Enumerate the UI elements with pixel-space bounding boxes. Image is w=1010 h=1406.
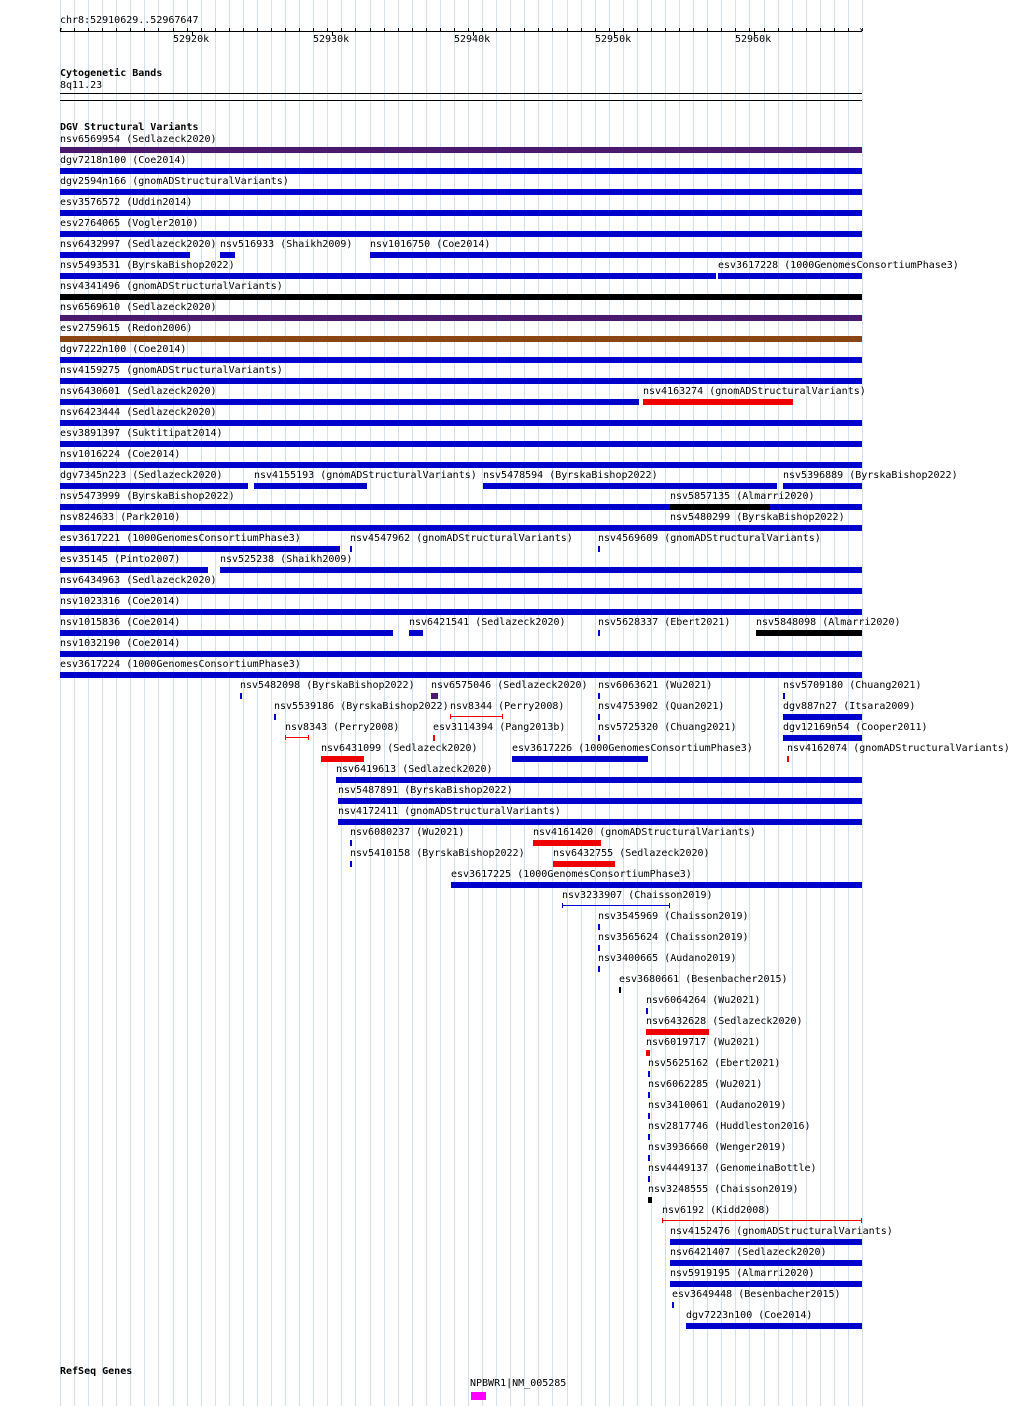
region-label: chr8:52910629..52967647 — [60, 15, 199, 26]
variant-bar[interactable] — [670, 525, 862, 531]
variant-bar[interactable] — [672, 1302, 674, 1308]
ruler-minor-tick — [524, 28, 525, 31]
variant-bar[interactable] — [350, 840, 352, 846]
variant-label[interactable]: esv3680661 (Besenbacher2015) — [619, 974, 788, 985]
ruler-minor-tick — [271, 28, 272, 31]
variant-bar[interactable] — [321, 756, 364, 762]
variant-bar-cap — [450, 714, 451, 719]
variant-label[interactable]: nsv4152476 (gnomADStructuralVariants) — [670, 1226, 893, 1237]
variant-label[interactable]: nsv6019717 (Wu2021) — [646, 1037, 761, 1048]
variant-label[interactable]: esv3649448 (Besenbacher2015) — [672, 1289, 841, 1300]
ruler-minor-tick — [848, 28, 849, 31]
variant-label[interactable]: dgv7218n100 (Coe2014) — [60, 155, 187, 166]
variant-bar[interactable] — [285, 737, 309, 738]
variant-label[interactable]: nsv6419613 (Sedlazeck2020) — [336, 764, 493, 775]
variant-label[interactable]: nsv4547962 (gnomADStructuralVariants) — [350, 533, 573, 544]
variant-bar[interactable] — [338, 798, 862, 804]
variant-bar[interactable] — [646, 1029, 709, 1035]
ruler-minor-tick — [187, 28, 188, 31]
gene-label[interactable]: NPBWR1|NM_005285 — [470, 1378, 567, 1389]
variant-label[interactable]: esv3114394 (Pang2013b) — [433, 722, 566, 733]
variant-bar[interactable] — [598, 714, 600, 720]
variant-bar[interactable] — [60, 210, 862, 216]
ruler-tick-label: 52950k — [595, 34, 632, 45]
ruler-tick-label: 52960k — [735, 34, 772, 45]
variant-label[interactable]: nsv5725320 (Chuang2021) — [598, 722, 737, 733]
variant-bar[interactable] — [783, 735, 862, 741]
ruler-minor-tick — [384, 28, 385, 31]
variant-label[interactable]: nsv6432997 (Sedlazeck2020) — [60, 239, 217, 250]
variant-bar[interactable] — [598, 945, 600, 951]
variant-bar[interactable] — [533, 840, 601, 846]
variant-label[interactable]: nsv516933 (Shaikh2009) — [220, 239, 353, 250]
variant-label[interactable]: esv3617228 (1000GenomesConsortiumPhase3) — [718, 260, 959, 271]
ruler-minor-tick — [173, 28, 174, 31]
ruler-minor-tick — [735, 28, 736, 31]
variant-bar[interactable] — [648, 1092, 650, 1098]
ruler-minor-tick — [637, 28, 638, 31]
variant-label[interactable]: nsv5919195 (Almarri2020) — [670, 1268, 815, 1279]
variant-label[interactable]: nsv5396889 (ByrskaBishop2022) — [783, 470, 958, 481]
ruler-minor-tick — [468, 28, 469, 31]
variant-bar-cap — [308, 735, 309, 740]
ruler-minor-tick — [820, 28, 821, 31]
ruler-minor-tick — [426, 28, 427, 31]
variant-bar[interactable] — [783, 483, 862, 489]
ruler-minor-tick — [623, 28, 624, 31]
variant-bar[interactable] — [648, 1176, 650, 1182]
variant-bar[interactable] — [60, 420, 862, 426]
ruler-minor-tick — [834, 28, 835, 31]
variant-bar[interactable] — [409, 630, 423, 636]
cytoband-label: 8q11.23 — [60, 80, 103, 91]
ruler-minor-tick — [665, 28, 666, 31]
variant-bar[interactable] — [450, 716, 503, 717]
ruler-minor-tick — [116, 28, 117, 31]
variant-label[interactable]: nsv525238 (Shaikh2009) — [220, 554, 353, 565]
variant-bar[interactable] — [338, 819, 862, 825]
variant-bar[interactable] — [670, 1260, 862, 1266]
variant-label[interactable]: nsv1032190 (Coe2014) — [60, 638, 181, 649]
variant-label[interactable]: nsv824633 (Park2010) — [60, 512, 181, 523]
variant-bar[interactable] — [783, 693, 785, 699]
variant-label[interactable]: nsv5473999 (ByrskaBishop2022) — [60, 491, 235, 502]
variant-bar[interactable] — [350, 861, 352, 867]
ruler-minor-tick — [764, 28, 765, 31]
variant-label[interactable]: nsv5628337 (Ebert2021) — [598, 617, 731, 628]
variant-bar[interactable] — [60, 441, 862, 447]
variant-bar-cap — [502, 714, 503, 719]
cytoband-bar-bottom — [60, 100, 862, 101]
variant-label[interactable]: dgv12169n54 (Cooper2011) — [783, 722, 928, 733]
variant-bar[interactable] — [60, 546, 340, 552]
ruler-minor-tick — [158, 28, 159, 31]
ruler-minor-tick — [201, 28, 202, 31]
ruler-minor-tick — [609, 28, 610, 31]
variant-label[interactable]: nsv6421541 (Sedlazeck2020) — [409, 617, 566, 628]
variant-bar[interactable] — [756, 630, 862, 636]
variant-label[interactable]: nsv4753902 (Quan2021) — [598, 701, 725, 712]
variant-label[interactable]: nsv6064264 (Wu2021) — [646, 995, 761, 1006]
ruler-minor-tick — [299, 28, 300, 31]
variant-bar[interactable] — [60, 399, 639, 405]
variant-label[interactable]: nsv4163274 (gnomADStructuralVariants) — [643, 386, 866, 397]
variant-label[interactable]: nsv1016750 (Coe2014) — [370, 239, 491, 250]
ruler-minor-tick — [707, 28, 708, 31]
variant-bar[interactable] — [646, 1050, 650, 1056]
variant-bar-cap — [285, 735, 286, 740]
variant-label[interactable]: nsv6063621 (Wu2021) — [598, 680, 713, 691]
variant-label[interactable]: nsv4341496 (gnomADStructuralVariants) — [60, 281, 283, 292]
variant-bar[interactable] — [648, 1134, 650, 1140]
variant-label[interactable]: nsv6569954 (Sedlazeck2020) — [60, 134, 217, 145]
ruler-minor-tick — [370, 28, 371, 31]
ruler-minor-tick — [510, 28, 511, 31]
variant-bar[interactable] — [240, 693, 242, 699]
variant-bar[interactable] — [60, 189, 862, 195]
variant-label[interactable]: nsv5410158 (ByrskaBishop2022) — [350, 848, 525, 859]
ruler-minor-tick — [721, 28, 722, 31]
variant-bar[interactable] — [483, 483, 777, 489]
variant-bar[interactable] — [718, 273, 862, 279]
variant-bar[interactable] — [686, 1323, 862, 1329]
variant-label[interactable]: nsv6423444 (Sedlazeck2020) — [60, 407, 217, 418]
variant-label[interactable]: nsv4569609 (gnomADStructuralVariants) — [598, 533, 821, 544]
variant-label[interactable]: nsv3248555 (Chaisson2019) — [648, 1184, 799, 1195]
variant-bar[interactable] — [783, 714, 862, 720]
variant-bar[interactable] — [60, 231, 862, 237]
ruler-minor-tick — [341, 28, 342, 31]
variant-bar[interactable] — [787, 756, 789, 762]
variant-label[interactable]: nsv5493531 (ByrskaBishop2022) — [60, 260, 235, 271]
variant-label[interactable]: dgv7223n100 (Coe2014) — [686, 1310, 813, 1321]
variant-bar[interactable] — [254, 483, 367, 489]
variant-bar[interactable] — [670, 1281, 862, 1287]
variant-label[interactable]: esv3576572 (Uddin2014) — [60, 197, 193, 208]
variant-bar[interactable] — [648, 1155, 650, 1161]
ruler-minor-tick — [693, 28, 694, 31]
ruler-minor-tick — [102, 28, 103, 31]
variant-label[interactable]: nsv4162074 (gnomADStructuralVariants) — [787, 743, 1010, 754]
cytoband-bar-top — [60, 93, 862, 94]
variant-label[interactable]: nsv3545969 (Chaisson2019) — [598, 911, 749, 922]
variant-label[interactable]: nsv5482098 (ByrskaBishop2022) — [240, 680, 415, 691]
variant-label[interactable]: nsv4155193 (gnomADStructuralVariants) — [254, 470, 477, 481]
variant-label[interactable]: nsv6432755 (Sedlazeck2020) — [553, 848, 710, 859]
ruler-minor-tick — [581, 28, 582, 31]
variant-label[interactable]: nsv4161420 (gnomADStructuralVariants) — [533, 827, 756, 838]
ruler-minor-tick — [496, 28, 497, 31]
dgv-track-title: DGV Structural Variants — [60, 122, 199, 133]
ruler-minor-tick — [538, 28, 539, 31]
variant-label[interactable]: dgv7222n100 (Coe2014) — [60, 344, 187, 355]
variant-bar[interactable] — [60, 483, 248, 489]
variant-bar[interactable] — [350, 546, 352, 552]
variant-bar[interactable] — [598, 966, 600, 972]
variant-label[interactable]: nsv1015836 (Coe2014) — [60, 617, 181, 628]
variant-label[interactable]: esv3617226 (1000GenomesConsortiumPhase3) — [512, 743, 753, 754]
variant-label[interactable]: esv2759615 (Redon2006) — [60, 323, 193, 334]
variant-label[interactable]: nsv6434963 (Sedlazeck2020) — [60, 575, 217, 586]
variant-label[interactable]: nsv8344 (Perry2008) — [450, 701, 565, 712]
variant-bar[interactable] — [643, 399, 793, 405]
ruler-minor-tick — [130, 28, 131, 31]
ruler-arrow-right: › — [858, 25, 865, 36]
variant-label[interactable]: esv3617225 (1000GenomesConsortiumPhase3) — [451, 869, 692, 880]
variant-bar[interactable] — [60, 294, 862, 300]
variant-bar[interactable] — [60, 609, 862, 615]
variant-bar[interactable] — [60, 357, 862, 363]
variant-bar[interactable] — [598, 546, 600, 552]
variant-label[interactable]: nsv5539186 (ByrskaBishop2022) — [274, 701, 449, 712]
variant-bar[interactable] — [451, 882, 862, 888]
ruler-minor-tick — [552, 28, 553, 31]
variant-bar[interactable] — [60, 315, 862, 321]
variant-label[interactable]: nsv5848098 (Almarri2020) — [756, 617, 901, 628]
ruler-minor-tick — [679, 28, 680, 31]
ruler-minor-tick — [454, 28, 455, 31]
variant-label[interactable]: nsv5625162 (Ebert2021) — [648, 1058, 781, 1069]
variant-label[interactable]: nsv5487891 (ByrskaBishop2022) — [338, 785, 513, 796]
ruler-minor-tick — [229, 28, 230, 31]
variant-bar-cap — [861, 1218, 862, 1223]
ruler-minor-tick — [778, 28, 779, 31]
variant-bar[interactable] — [60, 567, 208, 573]
variant-bar-cap — [562, 903, 563, 908]
variant-label[interactable]: nsv6432628 (Sedlazeck2020) — [646, 1016, 803, 1027]
ruler-minor-tick — [74, 28, 75, 31]
variant-bar[interactable] — [662, 1220, 862, 1221]
variant-bar-cap — [662, 1218, 663, 1223]
variant-bar[interactable] — [512, 756, 648, 762]
variant-bar[interactable] — [220, 567, 862, 573]
variant-label[interactable]: nsv1023316 (Coe2014) — [60, 596, 181, 607]
variant-bar[interactable] — [60, 630, 393, 636]
ruler-minor-tick — [313, 28, 314, 31]
variant-bar[interactable] — [648, 1113, 650, 1119]
variant-bar-cap — [669, 903, 670, 908]
variant-bar[interactable] — [60, 462, 862, 468]
variant-label[interactable]: nsv3410061 (Audano2019) — [648, 1100, 787, 1111]
ruler-minor-tick — [567, 28, 568, 31]
variant-bar[interactable] — [431, 693, 438, 699]
variant-label[interactable]: dgv7345n223 (Sedlazeck2020) — [60, 470, 223, 481]
ruler-minor-tick — [651, 28, 652, 31]
variant-label[interactable]: esv3617224 (1000GenomesConsortiumPhase3) — [60, 659, 301, 670]
ruler-minor-tick — [412, 28, 413, 31]
variant-label[interactable]: esv3617221 (1000GenomesConsortiumPhase3) — [60, 533, 301, 544]
gene-bar[interactable] — [471, 1392, 486, 1400]
ruler-minor-tick — [215, 28, 216, 31]
variant-label[interactable]: nsv5709180 (Chuang2021) — [783, 680, 922, 691]
variant-label[interactable]: nsv6575046 (Sedlazeck2020) — [431, 680, 588, 691]
ruler-minor-tick — [243, 28, 244, 31]
variant-label[interactable]: nsv4159275 (gnomADStructuralVariants) — [60, 365, 283, 376]
ruler-tick-label: 52940k — [454, 34, 491, 45]
variant-bar[interactable] — [598, 735, 600, 741]
variant-bar[interactable] — [60, 336, 862, 342]
ruler-minor-tick — [355, 28, 356, 31]
ruler-minor-tick — [792, 28, 793, 31]
variant-bar[interactable] — [598, 693, 600, 699]
variant-label[interactable]: nsv6192 (Kidd2008) — [662, 1205, 771, 1216]
variant-label[interactable]: esv3891397 (Suktitipat2014) — [60, 428, 223, 439]
variant-label[interactable]: nsv3936660 (Wenger2019) — [648, 1142, 787, 1153]
variant-bar[interactable] — [60, 588, 862, 594]
variant-label[interactable]: nsv6421407 (Sedlazeck2020) — [670, 1247, 827, 1258]
ruler-minor-tick — [749, 28, 750, 31]
cytoband-track-title: Cytogenetic Bands — [60, 68, 163, 79]
variant-bar[interactable] — [60, 252, 190, 258]
variant-label[interactable]: nsv3233907 (Chaisson2019) — [562, 890, 713, 901]
variant-bar[interactable] — [60, 147, 862, 153]
variant-label[interactable]: dgv2594n166 (gnomADStructuralVariants) — [60, 176, 289, 187]
variant-label[interactable]: nsv3400665 (Audano2019) — [598, 953, 737, 964]
ruler-minor-tick — [88, 28, 89, 31]
variant-bar[interactable] — [60, 168, 862, 174]
variant-label[interactable]: nsv5857135 (Almarri2020) — [670, 491, 815, 502]
variant-label[interactable]: nsv2817746 (Huddleston2016) — [648, 1121, 811, 1132]
variant-label[interactable]: nsv5480299 (ByrskaBishop2022) — [670, 512, 845, 523]
variant-label[interactable]: esv35145 (Pinto2007) — [60, 554, 181, 565]
ruler-minor-tick — [257, 28, 258, 31]
variant-label[interactable]: nsv4449137 (GenomeinaBottle) — [648, 1163, 817, 1174]
variant-bar[interactable] — [598, 630, 600, 636]
variant-bar[interactable] — [60, 273, 716, 279]
variant-label[interactable]: nsv3565624 (Chaisson2019) — [598, 932, 749, 943]
variant-label[interactable]: nsv6080237 (Wu2021) — [350, 827, 465, 838]
variant-bar[interactable] — [646, 1008, 648, 1014]
variant-bar[interactable] — [562, 905, 669, 906]
variant-bar[interactable] — [670, 1239, 862, 1245]
ruler-arrow-left: ‹ — [58, 25, 65, 36]
variant-bar[interactable] — [670, 504, 770, 510]
ruler-tick-label: 52930k — [313, 34, 350, 45]
variant-bar[interactable] — [433, 735, 435, 741]
variant-label[interactable]: nsv8343 (Perry2008) — [285, 722, 400, 733]
variant-label[interactable]: dgv887n27 (Itsara2009) — [783, 701, 916, 712]
ruler-minor-tick — [327, 28, 328, 31]
ruler-minor-tick — [144, 28, 145, 31]
ruler-axis — [60, 31, 862, 32]
variant-bar[interactable] — [336, 777, 862, 783]
variant-bar[interactable] — [370, 252, 862, 258]
variant-bar[interactable] — [60, 378, 862, 384]
ruler-minor-tick — [398, 28, 399, 31]
variant-label[interactable]: nsv1016224 (Coe2014) — [60, 449, 181, 460]
ruler-minor-tick — [482, 28, 483, 31]
variant-bar[interactable] — [60, 651, 862, 657]
variant-label[interactable]: nsv4172411 (gnomADStructuralVariants) — [338, 806, 561, 817]
variant-bar[interactable] — [598, 924, 600, 930]
variant-bar[interactable] — [648, 1071, 650, 1077]
ruler-tick-label: 52920k — [173, 34, 210, 45]
variant-bar[interactable] — [648, 1197, 652, 1203]
variant-label[interactable]: esv2764065 (Vogler2010) — [60, 218, 199, 229]
variant-bar[interactable] — [274, 714, 276, 720]
variant-bar[interactable] — [619, 987, 621, 993]
variant-label[interactable]: nsv6062285 (Wu2021) — [648, 1079, 763, 1090]
refseq-track-title: RefSeq Genes — [60, 1366, 133, 1377]
variant-label[interactable]: nsv6431099 (Sedlazeck2020) — [321, 743, 478, 754]
variant-bar[interactable] — [553, 861, 615, 867]
variant-bar[interactable] — [220, 252, 235, 258]
variant-label[interactable]: nsv6569610 (Sedlazeck2020) — [60, 302, 217, 313]
variant-label[interactable]: nsv5478594 (ByrskaBishop2022) — [483, 470, 658, 481]
ruler-minor-tick — [285, 28, 286, 31]
variant-label[interactable]: nsv6430601 (Sedlazeck2020) — [60, 386, 217, 397]
ruler-minor-tick — [440, 28, 441, 31]
variant-bar[interactable] — [60, 672, 862, 678]
ruler-minor-tick — [806, 28, 807, 31]
ruler-minor-tick — [595, 28, 596, 31]
